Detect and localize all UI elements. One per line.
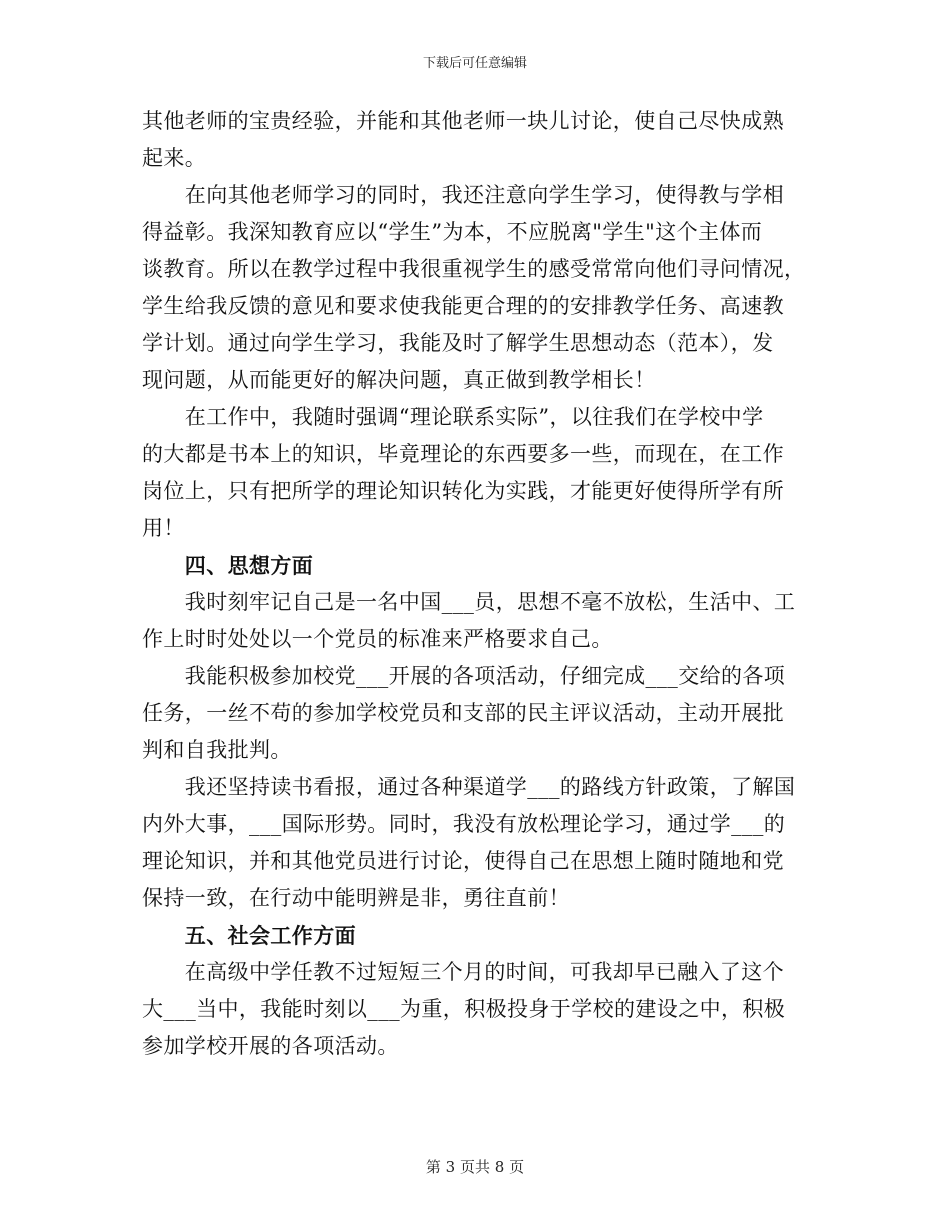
text-line: 参加学校开展的各项活动。 <box>142 1034 399 1058</box>
text-line: 得益彰。我深知教育应以“学生”为本，不应脱离"学生"这个主体而 <box>142 220 763 244</box>
text-line: 保持一致，在行动中能明辨是非，勇往直前！ <box>142 886 570 910</box>
text-line: 任务，一丝不苟的参加学校党员和支部的民主评议活动，主动开展批 <box>142 701 784 725</box>
text-line: 其他老师的宝贵经验，并能和其他老师一块儿讨论，使自己尽快成熟 <box>142 109 784 133</box>
text-line: 起来。 <box>142 146 207 170</box>
text-line: 现问题，从而能更好的解决问题，真正做到教学相长！ <box>142 368 656 392</box>
text-line: 岗位上，只有把所学的理论知识转化为实践，才能更好使得所学有所 <box>142 479 784 503</box>
text-line: 作上时时处处以一个党员的标准来严格要求自己。 <box>142 627 613 651</box>
text-line: 大___当中，我能时刻以___为重，积极投身于学校的建设之中，积极 <box>142 997 786 1021</box>
text-line: 在工作中，我随时强调“理论联系实际”，以往我们在学校中学 <box>142 405 764 429</box>
text-line: 的大都是书本上的知识，毕竟理论的东西要多一些，而现在，在工作 <box>142 442 784 466</box>
page-footer: 第 3 页共 8 页 <box>425 1158 525 1176</box>
document-body <box>142 103 810 1065</box>
text-line: 在高级中学任教不过短短三个月的时间，可我却早已融入了这个 <box>142 960 784 984</box>
text-line: 学生给我反馈的意见和要求使我能更合理的的安排教学任务、高速教 <box>142 294 784 318</box>
text-line: 学计划。通过向学生学习，我能及时了解学生思想动态（范本），发 <box>142 331 774 355</box>
text-line: 理论知识，并和其他党员进行讨论，使得自己在思想上随时随地和党 <box>142 849 784 873</box>
text-line: 我时刻牢记自己是一名中国___员，思想不毫不放松，生活中、工 <box>142 590 796 614</box>
text-line: 在向其他老师学习的同时，我还注意向学生学习，使得教与学相 <box>142 183 784 207</box>
section-heading: 四、思想方面 <box>142 553 314 578</box>
page-header: 下载后可任意编辑 <box>422 56 527 71</box>
text-line: 用！ <box>142 516 185 540</box>
text-line: 我还坚持读书看报，通过各种渠道学___的路线方针政策，了解国 <box>142 775 796 799</box>
section-heading: 五、社会工作方面 <box>142 923 356 948</box>
text-line: 谈教育。所以在教学过程中我很重视学生的感受常常向他们寻问情况， <box>142 257 806 281</box>
text-line: 判和自我批判。 <box>142 738 292 762</box>
text-line: 我能积极参加校党___开展的各项活动，仔细完成___交给的各项 <box>142 664 786 688</box>
text-line: 内外大事，___国际形势。同时，我没有放松理论学习，通过学___的 <box>142 812 786 836</box>
